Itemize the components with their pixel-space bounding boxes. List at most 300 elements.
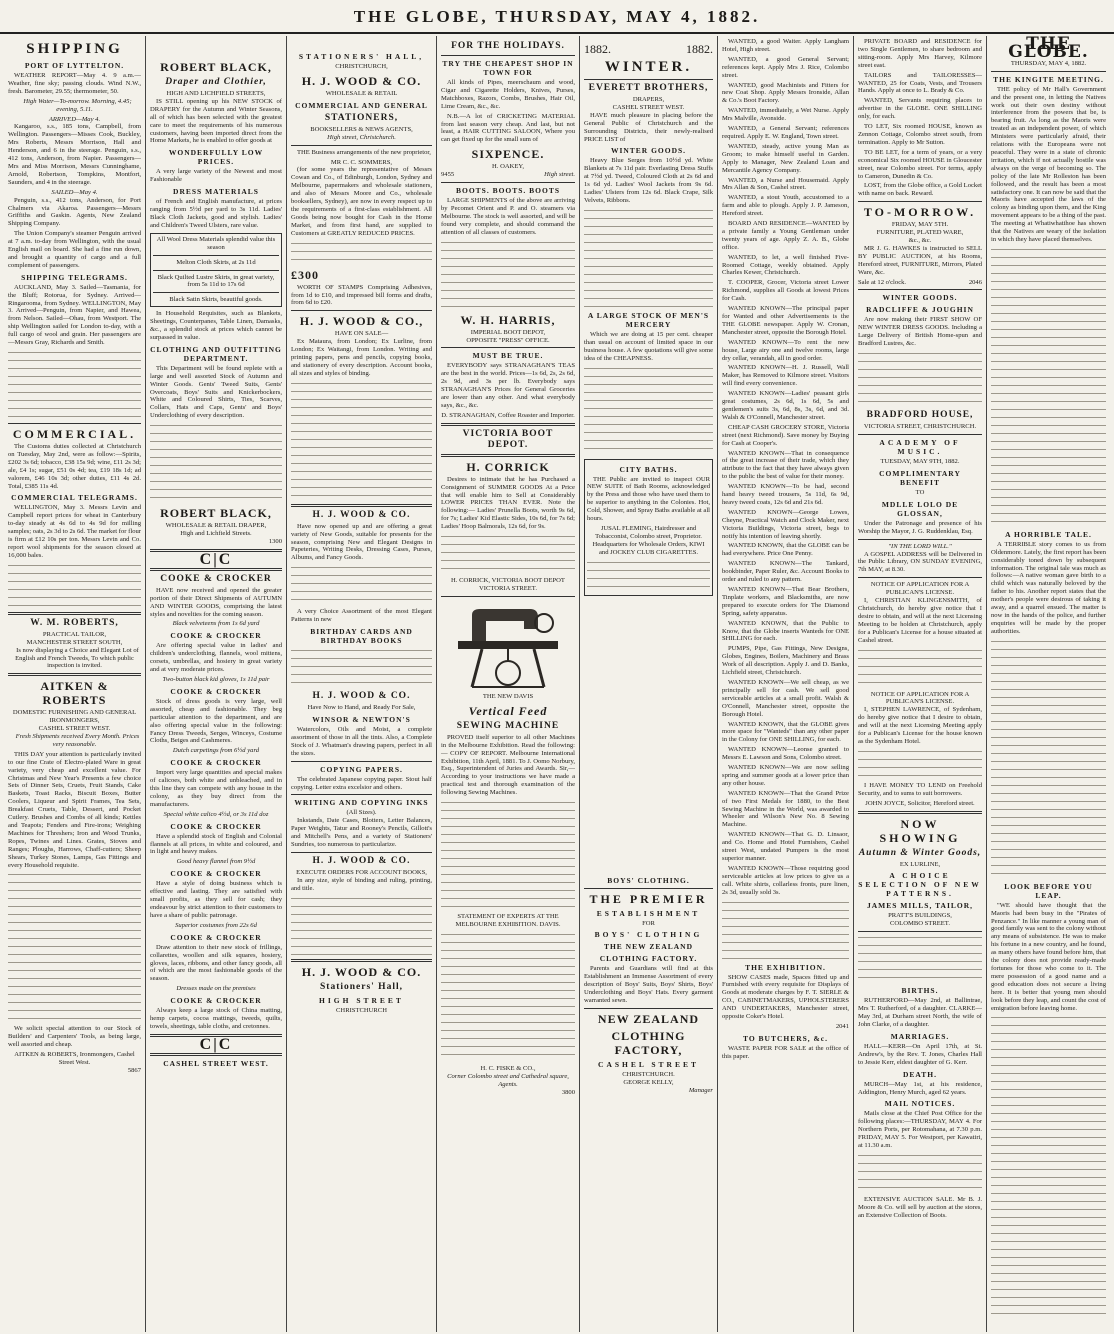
robert-black-address: HIGH AND LICHFIELD STREETS, (166, 90, 266, 97)
sale-ref: 2046 (968, 278, 982, 286)
the-globe-title: THE GLOBE. (1008, 36, 1089, 62)
sommers-name: MR C. C. SOMMERS, (330, 158, 393, 166)
vertical-feed: Vertical Feed (468, 703, 548, 718)
choice-selection: A CHOICE SELECTION OF NEW PATTERNS. (858, 871, 982, 899)
horrible-heading: A HORRIBLE TALE. (1005, 529, 1092, 539)
penguin-text: The Union Company's steamer Penguin arrived at 7 a.m. to-day from Wellington, with the usual English mail on board. She had a fine run down, and brought a quantity of cargo and a full complement of passengers. (8, 230, 141, 269)
horrible-filler (991, 639, 1106, 879)
cc-text: Always keep a large stock of China matting, hemp carpets, cocoa mattings, tweeds, quilts, towels, sheetings, table cloths, and cretonnes. (150, 1007, 282, 1030)
divider (991, 71, 1106, 72)
price-box (150, 233, 282, 307)
everett-brothers: EVERETT BROTHERS, (588, 83, 709, 93)
waste-paper-ad: WASTE PAPER FOR SALE at the office of this paper. (722, 1044, 849, 1060)
arrived-text: Kangaroo, s.s., 185 tons, Campbell, from Wellington. Passengers—Misses Cook, Buckley, Mrs Roberts, Messrs Morrison, Hall and Henderson, and 6 in the steerage. Penguin, s.s., 412 tons, Anderson, from Napier. Passengers—Mrs and Miss Morrison, Messrs Cunninghame, Arnold, Robertson, Tompkins, Montfort, Saunders, and 4 in the steerage. (8, 123, 141, 186)
wanted-ad: WANTED, Servants requiring places to advertise in the GLOBE. ONE SHILLING only, for each. (858, 97, 982, 121)
cc-text: Stock of dress goods is very large, well assorted, cheap and fashionable. They beg particular attention to the department, and are also offering special value in the following: Fancy Dress Tweeds, Serges, Winceys, Costume Cloths, Beiges and Cashmeres. (150, 697, 282, 745)
sailed-text: Penguin, s.s., 412 tons, Anderson, for Port Chalmers via Akaroa. Passengers—Messrs Griffiths and Gaskin. Agents, New Zealand Shipping Company. (8, 196, 141, 228)
birthday-filler (291, 648, 432, 688)
mail-heading: MAIL NOTICES. (884, 1099, 956, 1109)
dress-materials: DRESS MATERIALS (173, 187, 259, 197)
wanted-ad: WANTED, a good Waiter. Apply Langham Hotel, High street. (722, 38, 849, 53)
kingite-text: THE policy of Mr Hall's Government and the present one, in letting the Natives work out their own destiny without interference from the powers that be, is bearing fruit. As long as the Maoris were treated as an independent power, of which Ministers were particularly afraid, their relations with the Europeans were not peaceful. They were in a state of chronic irritation, which if not actually hostile was always on the verge of becoming so. The policy of the late Mr Rolleston has been followed, and the result has been a most satisfactory one. It can now be said that the Maoris have accepted the laws of the colony as binding upon them, and the King movement appears to be a thing of the past. The meeting at Whatiwhatihoe has shown that the Natives are weary of the isolation in which they have placed themselves. (991, 85, 1106, 243)
notice-filler (858, 749, 982, 779)
divider (441, 596, 575, 597)
sommers-text: (for some years the representative of Messrs Cowan and Co., of Edinburgh, London, Sydney and Melbourne, papermakers and wholesale stationers, and also of Messrs Moore and Co., wholesale booksellers, Sydney), are now in every respect up to the requirements of a first-class establishment. All Goods being now bought for Cash in the Home Market, and from first hand, are supplied to Customers at GREATLY REDUCED PRICES. (291, 166, 432, 237)
auction-text: MR J. G. HAWKES is instructed to SELL BY PUBLIC AUCTION, at his Rooms, Hereford street, FURNITURE, Mirrors, Plated Ware, &c. (858, 244, 982, 276)
roberts-address: MANCHESTER STREET SOUTH, (26, 638, 123, 646)
must-be-true: MUST BE TRUE. (472, 351, 544, 361)
cc-text: Are offering special value in ladies' and children's underclothing, flannels, wool mittens, corsets, umbrellas, and hosiery in great variety and at very moderate prices. (150, 642, 282, 674)
editorial-date: THURSDAY, MAY 4, 1882. (1010, 59, 1087, 67)
tailors-ad: TAILORS and TAILORESSES—WANTED, 25 for Coats, Vests, and Trousers Hands. Apply at once to L. Brady & Co. (858, 71, 982, 95)
arrived-heading: ARRIVED—May 4. (48, 115, 101, 123)
clothing-list-filler (150, 423, 282, 503)
wood4-text: Have Now to Hand, and Ready For Sale, (307, 704, 416, 712)
price-line: Black Quilted Lustre Skirts, in great variety, from 5s 11d to 17s 6d (157, 273, 275, 289)
corrick-sign: H. CORRICK, VICTORIA BOOT DEPOT VICTORIA STREET. (451, 577, 565, 592)
oakey-address: High street. (544, 171, 575, 179)
masthead-title: THE GLOBE, THURSDAY, MAY 4, 1882. (353, 7, 761, 26)
execute-orders: EXECUTE ORDERS FOR ACCOUNT BOOKS, (296, 868, 427, 876)
cc-price: Dresses made on the premises (176, 985, 256, 993)
wanted-filler (722, 900, 849, 960)
divider (441, 423, 575, 426)
aitken-address: CASHEL STREET WEST. (38, 725, 111, 733)
wanted-known-ad: WANTED KNOWN—The principal paper for Wanted and other Advertisements is the THE GLOBE newspaper. Apply W. Cronan, Manchester street, opposite the Borough Hotel. (722, 305, 849, 336)
corrick-text: Desires to intimate that he has Purchased a Consignment of SUMMER GOODS At a Price that will enable him to Sell at Considerably LOWER PRICES THAN EVER. Note the following:— Ladies' Prunella Boots, worth 9s 6d, for 7s; Ladies' Kid Elastic Sides, 10s 6d, for 7s 6d; Ladies' Hoop Balmorals, 12s 6d, for 9s. (441, 475, 575, 531)
radcliffe-text: Are now making their FIRST SHOW OF NEW WINTER DRESS GOODS. Including a Large Delivery of British Home-spun and Bradford Lustres, &c. (858, 316, 982, 348)
cc-price: Special white calico 4½d, or 3s 11d doz (163, 810, 269, 818)
winter-year-row (584, 42, 713, 56)
commercial-general: COMMERCIAL AND GENERAL (295, 100, 428, 110)
winter-title: WINTER. (604, 59, 693, 75)
stationers-hall-2: Stationers' Hall, (320, 981, 403, 992)
private-board-ad: PRIVATE BOARD and RESIDENCE for two Single Gentlemen, to share bedroom and sitting-room. Apply Mrs Harvey, Kilmore street east. (858, 38, 982, 69)
cc-heading: COOKE & CROCKER (170, 686, 262, 696)
cc-heading: COOKE & CROCKER (170, 631, 262, 641)
copying-text: The celebrated Japanese copying paper. Stout half copying. Letter extra excelsior and others. (291, 775, 432, 791)
aitken-name: AITKEN & ROBERTS (40, 679, 109, 708)
patronage-text: Under the Patronage and presence of his Worship the Mayor, J. G. Ruddenklau, Esq. (858, 519, 982, 535)
cc-price: Dutch carpetings from 6½d yard (172, 747, 260, 755)
sewing-machine-illustration (452, 601, 564, 689)
divider (441, 55, 575, 56)
new-zealand-2: NEW ZEALAND (597, 1012, 700, 1026)
pratts-buildings: PRATT'S BUILDINGS, (888, 912, 952, 920)
corrick-filler (441, 534, 575, 574)
report-filler (441, 800, 575, 910)
cc-price: Good heavy flannel from 9½d (176, 858, 256, 866)
shipping-telegrams-heading: SHIPPING TELEGRAMS. (21, 272, 128, 282)
kingite-filler (991, 247, 1106, 527)
shipping-title: SHIPPING (26, 41, 123, 57)
stationers-hall: STATIONERS' HALL, (298, 52, 425, 61)
divider (150, 1053, 282, 1056)
divider (291, 959, 432, 962)
city-baths-box (584, 459, 713, 596)
wanted-known-ad: WANTED KNOWN—We are now selling spring and summer goods at a lower price than any other house. (722, 764, 849, 787)
birthday-cards: BIRTHDAY CARDS AND BIRTHDAY BOOKS (310, 627, 413, 646)
oakey-ref: 9455 (441, 171, 455, 179)
city-baths: CITY BATHS. (619, 464, 678, 474)
boots-heading: BOOTS. BOOTS. BOOTS (455, 186, 561, 196)
clothing-text: This Department will be found replete with a large and well assorted Stock of Autumn and Winter Goods. Gents' Tweed Suits, Gents' Overcoats, Boys' Suits and Knickerbockers, White and Coloured Shirts, Ties, Scarves, Collars, Hats and Caps, Gents' and Boys' Underclothing of every description. (150, 364, 282, 420)
wanted-ad: WANTED, a Nurse and Housemaid. Apply Mrs Allan & Son, Cashel street. (722, 176, 849, 192)
harris-name: W. H. HARRIS, (460, 312, 556, 327)
notice-filler (858, 648, 982, 688)
mail-text: Mails close at the Chief Post Office for the following places:—THURSDAY, MAY 4. For Northern Ports, per Rotomahana, at 7.30 p.m. FRIDAY, MAY 5. For Westport, per Kawatiri, at 11.30 a.m. (858, 1110, 982, 1150)
column-notices (854, 36, 987, 1332)
sale-list-filler (291, 381, 432, 501)
try-cheapest: TRY THE CHEAPEST SHOP IN TOWN FOR (442, 59, 574, 77)
wanted-ad: WANTED, steady, active young Man as Groom; to make himself useful in Garden. Apply to Manager, New Zealand Loan and Mercantile Agency Company. (722, 142, 849, 174)
sewing-machine: SEWING MACHINE (456, 720, 560, 731)
wood3-filler (291, 565, 432, 605)
establishment: ESTABLISHMENT (596, 908, 701, 918)
wood-title-6: H. J. WOOD & CO. (301, 964, 422, 979)
horrible-text: A TERRIBLE story comes to us from Oldenmore. Lately, the first report has been considerably toned down by subsequent information. The original tale was much as follows:—A native woman gave birth to a child which was naturally beloved by the father to his. Another report states that the mother's people were desirous of taking it away, and a quarrel ensued. The matter is now in the hands of the police, and further enquiries will be made by the proper authorities. (991, 540, 1106, 635)
clothing-department: CLOTHING AND OUTFITTING DEPARTMENT. (150, 344, 282, 363)
have-on-sale-text: Ex Mataura, from London; Ex Lurline, from London; Ex Waitangi, from London. Writing and printing papers, pens and pencils, copying books, and stationery of every description. Account books, all sizes and styles of binding. (291, 338, 432, 377)
winter-goods: WINTER GOODS. (610, 146, 687, 156)
holidays-title: FOR THE HOLIDAYS. (451, 41, 565, 51)
note-text: N.B.—A lot of CRICKETING MATERIAL from last season very cheap. And last, but not least, a HAIR CUTTING SALOON, Where you can get fixed up for the small sum of (441, 112, 575, 144)
births-text: RUTHERFORD—May 2nd, at Ballintrae, Mrs T. Rutherford, of a daughter. CLARKE—May 3rd, at Durham street North, the wife of John Clarke, of a daughter. (858, 997, 982, 1028)
show-cases-ad: SHOW CASES made, Spaces fitted up and Furnished with every requisite for Displays of Goods at moderate charges by F. T. SIERLE & CO., CABINETMAKERS, UPHOLSTERERS AND UNDERTAKERS, Manchester street, opposite Coker's Hotel. (722, 973, 849, 1021)
stamps-text: WORTH OF STAMPS Comprising Adhesives, from 1d to £10, and impressed bill forms and drafts, from 6d to £20. (291, 283, 432, 307)
divider (858, 539, 982, 540)
winter-year: 1882. (584, 42, 611, 56)
now-showing: NOW SHOWING (879, 816, 961, 845)
factory-text: Parents and Guardians will find at this Establishment an Immense Assortment of every description of Boys' Suits, Boys' Shirts, Boys' Underclothing and Boys' Hats. Every garment warranted sewn. (584, 965, 713, 1005)
oakey-name: H. OAKEY, (492, 163, 524, 171)
commercial-text: The Customs duties collected at Christchurch on Tuesday, May 2nd, were as follow:—Spirits, £202 3s 6d; tobacco, £38 15s 9d; wine, £11 2s 3d; ale, £4 1s; sugar, £51 0s 4d; tea, £19 18s 1d; ad valorem, £46 10s 3d; other duties, £11 4s 2d. Total, £385 11s 4d. (8, 443, 141, 490)
boys-clothing-heading: BOYS' CLOTHING. (607, 875, 690, 885)
academy-of-music: ACADEMY OF MUSIC. (879, 438, 961, 456)
cashel-street-west: CASHEL STREET WEST. (163, 1058, 269, 1068)
winter-goods: WINTER GOODS. (882, 293, 958, 303)
divider (8, 423, 141, 424)
roberts-name: W. M. ROBERTS, (30, 617, 119, 628)
auction-notice: EXTENSIVE AUCTION SALE. Mr B. J. Moore & Co. will sell by auction at the stores, an Extensive Collection of Boots. (858, 1195, 982, 1219)
wanted-known-ad: WANTED KNOWN—To be had, second hand heavy tweed trousers, 5s 11d, 6s 9d, heavy tweed coats, 12s 6d and 21s 6d. (722, 483, 849, 506)
fiske-name: H. C. FISKE & CO., (480, 1064, 536, 1072)
wanted-ad: WANTED, good Machinists and Fitters for new Coat Shop. Apply Messrs Ironside, Allan & Co.'s Boot Factory. (722, 81, 849, 105)
mercery-text: Which we are doing at 15 per cent. cheaper than usual on account of limited space in our business house. A few quotations will give some idea of the CHEAPNESS. (584, 330, 713, 362)
james-mills: JAMES MILLS, TAILOR, (867, 901, 973, 911)
divider (8, 612, 141, 615)
wanted-known-ad: WANTED KNOWN—Leonse granted to Messrs E. Lawson and Sons, Colombo street. (722, 746, 849, 762)
price-line: Melton Cloth Skirts, at 2s 11d (176, 258, 256, 266)
sale-time: Sale at 12 o'clock. (858, 278, 907, 286)
robert-black-trade: WHOLESALE & RETAIL DRAPER, (165, 522, 267, 530)
baths-sign: JUSAL FLEMING, Hairdresser and Tobacconist, Colombo street, Proprietor. Headquarters for Wholesale Orders, KIWI and JOCKEY CLUB CIGARETTES. (592, 524, 705, 556)
aitken-trade: DOMESTIC FURNISHING AND GENERAL IRONMONGERS, (12, 709, 137, 725)
have-on-sale: HAVE ON SALE— (334, 330, 389, 338)
wood3-text2: A very Choice Assortment of the most Elegant Patterns in new (291, 608, 432, 624)
wanted-ad: WANTED, a General Servant; references required. Apply E. W. England, Town street. (722, 125, 849, 140)
notice-text: I, CHRISTIAN KLINGENSMITH, of Christchurch, do hereby give notice that I desire to obtain, and will at the next Licensing Meeting to be holden at Christchurch, apply for a Publican's License for a house situated at Cashel street. (858, 597, 982, 644)
to: TO (915, 488, 925, 496)
cooke-intro: HAVE now received and opened the greater portion of their Direct Shipments of AUTUMN AND WINTER GOODS, comprising the latest styles and novelties for the coming season. (150, 586, 282, 618)
complimentary-benefit: COMPLIMENTARY BENEFIT (879, 468, 961, 487)
port-heading: PORT OF LYTTELTON. (24, 61, 125, 70)
aitken-text: THIS DAY your attention is particularly invited to our fine Crate of Electro-plated Ware in great variety, very cheap and excellent value. For Christmas and New Year's Presents a few choice Sets of Dinner Sets, Cruets, Fruit Stands, Cake Baskets, Toast Racks, Biscuit Boxes, Butter Coolers, Liqueur and Spirit Frames, Tea Sets, Breakfast Cruets, Table, Dessert, and Pocket Cutlery. Brushes and Combs of all kinds; Kettles and Teapots; Fenders and Fire-irons; Weighing Machines for Threshers; Iron and Wood Trunks, Ropes, Twines and Lines. Grates, Stoves and Ranges; Ploughs, Harrows, Chaff-cutters; Sheep Shears, Turkey Stones, Lamps, Gas Fittings and every Household requisite. (8, 750, 141, 869)
high-street-address: High street, Christchurch. (327, 133, 396, 141)
cc-text: Draw attention to their new stock of frillings, collarettes, woollen and silk squares, hosiery, gloves, laces, ribbons, and other fancy goods, all of which are the most fashionable goods of the season. (150, 943, 282, 983)
divider (153, 292, 279, 293)
commercial-telegrams-text: WELLINGTON, May 3. Messrs Levin and Campbell report prices for wheat in Canterbury to-day steady at 4s 6d to 4s 9d for milling samples; oats, 2s 3d to 2s 6d. The market for flour is firm at £12 10s per ton. Messrs Levin and Co. report wool shipments for the season closed at 16,000 bales. (8, 504, 141, 559)
roberts-text: Is now displaying a Choice and Elegant Lot of English and French Tweeds, To which public inspection is invited. (15, 646, 139, 670)
inkstands-text: Inkstands, Date Cases, Blotters, Letter Balances, Paper Weights, Tatur and Rooney's Pencils, Gillott's and Mitchell's Pens, and a variety of Stationers' Sundries, too numerous to particularize. (291, 817, 432, 849)
cc-text: Have a style of doing business which is effective and lasting. They are satisfied with small profits, as they sell for cash; they endeavour by strict attention to their customers to have a share of public patronage. (150, 880, 282, 919)
divider (858, 577, 982, 578)
mens-mercery: A LARGE STOCK OF MEN'S MERCERY (587, 310, 710, 329)
commercial-title: COMMERCIAL. (12, 427, 137, 441)
cc-heading: COOKE & CROCKER (170, 932, 262, 942)
exhibition-heading: THE EXHIBITION. (745, 962, 826, 972)
robert-black-address-2: High and Lichfield Streets. (180, 530, 252, 538)
stranaghan-sign: D. STRANAGHAN, Coffee Roaster and Importer. (441, 411, 575, 419)
column-shipping (4, 36, 146, 1332)
column-robert-black (146, 36, 287, 1332)
roberts-trade: PRACTICAL TAILOR, (42, 630, 107, 638)
manager: Manager (688, 1086, 713, 1094)
divider (584, 1008, 713, 1009)
friday-date: FRIDAY, MAY 5TH. (891, 221, 949, 229)
baths-filler (587, 560, 710, 590)
try-text: All kinds of Pipes, meerschaum and wood, Cigar and Cigarette Holders, Knives, Purses, Matchboxes, Razors, Combs, Brushes, Hair Oil, Lime Cream, &c., &c. (441, 79, 575, 110)
robert-black-text2: A very large variety of the Newest and most Fashionable (150, 168, 282, 184)
column-wanted (718, 36, 854, 1332)
look-text: "WE should have thought that the Maoris had been busy in the "Pirates of Penzance." In like manner a young man of good family was sent to the colony without any means of subsistence. He was to make his fortune in a new country, and he found, as many others have found before him, that the colony does not provide ready-made fortunes for those who come to it. The mere possession of a good name and a good education does not secure a living here. It is better that young men should look before they leap, and count the cost of emigration before leaving home. (991, 901, 1106, 1012)
cc-heading: COOKE & CROCKER (170, 869, 262, 879)
all-sizes: (All Sizes). (346, 809, 377, 817)
divider (291, 504, 432, 507)
booksellers: BOOKSELLERS & NEWS AGENTS, (310, 125, 413, 133)
wanted-known-ad: WANTED KNOWN—That G. D. Linsaor, and Co. Home and Hotel Furnishers, Cashel street West, undated Pumpers is the most superior manner. (722, 831, 849, 862)
to-let-ad: TO LET, Six roomed HOUSE, known as Zennon Cottage, Colombo street south, from termination. Apply to Mr Sutton. (858, 123, 982, 146)
robert-black-ref: 1300 (268, 538, 282, 545)
radcliffe-joughin: RADCLIFFE & JOUGHIN (866, 305, 974, 315)
wanted-known-ad: WANTED KNOWN—Those requiring good serviceable articles at low prices to give us a call. White shirts, collarless fronts, pure linen, 2s 3d, usually sold 3s. (722, 864, 849, 896)
divider (291, 794, 432, 795)
household-text: In Household Requisites, such as Blankets, Sheetings, Counterpanes, Table Linen, Damasks, &c., a splendid stock at prices which cannot be surpassed in value. (150, 310, 282, 341)
look-filler (991, 1015, 1106, 1315)
everett-address: CASHEL STREET WEST. (612, 103, 685, 111)
baths-text: THE Public are invited to inspect OUR NEW SUITE of Bath Rooms, acknowledged by the Press and those who have used them to be superior to anything in the Colonies. Hot, Cold, Shower, and Spray Baths available at all hours. (587, 475, 710, 523)
wanted-known-ad: WANTED KNOWN—That the Grand Prize of two First Medals for 1880, to the Best Sewing Machine in the World, was awarded to Wheeler and Wilson's New No. 8 Sewing Machine. (722, 789, 849, 829)
winsor-text: Watercolors, Oils and Moist, a complete assortment of those in all the tints. Also, a Complete Stock of J. Whatman's drawing papers, perfect in all the sizes. (291, 726, 432, 757)
wanted-known-ad: WANTED KNOWN, that the GLOBE gives more space for "Wanteds" than any other paper in the Colony for ONE SHILLING, for each. (722, 720, 849, 744)
sailed-heading: SAILED—May 4. (51, 188, 98, 196)
cc-text: Import very large quantities and special makes of calicoes, both white and unbleached, and in this line they can compete with any house in the colony, as they buy direct from the manufacturers. (150, 769, 282, 808)
shipping-news-filler (8, 350, 141, 420)
cheap-cash-ad: CHEAP CASH GROCERY STORE, Victoria street (next Richmond). Save money by Buying for Cash at Cooper's. (722, 423, 849, 447)
wood-title-2: H. J. WOOD & CO., (299, 314, 424, 329)
wood-title: H. J. WOOD & CO. (301, 73, 422, 88)
bradford-address: VICTORIA STREET, CHRISTCHURCH. (863, 423, 977, 431)
divider (291, 852, 432, 853)
divider (153, 255, 279, 256)
oakey-footer (441, 171, 575, 179)
column-holidays (437, 36, 580, 1332)
academy-date: TUESDAY, MAY 9TH, 1882. (880, 458, 960, 465)
wanted-ad: WANTED, to let, a well finished Five-Roomed Cottage, weekly obtained. Apply Charles Kewer, Christchurch. (722, 253, 849, 277)
notice-heading: NOTICE OF APPLICATION FOR A PUBLICAN'S LICENSE. (870, 581, 970, 597)
wanted-known-ad: WANTED KNOWN—That Bear Brothers, Tinplate workers, and Blacksmiths, are now prepared to execute orders for The Diamond Spring, safety apparatus. (722, 586, 849, 617)
price-line: All Wool Dress Materials splendid value this season (156, 235, 276, 251)
christchurch: CHRISTCHURCH. (622, 1071, 675, 1078)
draper-clothier: Draper and Clothier, (165, 77, 267, 87)
must-text: EVERYBODY says STRANAGHAN'S TEAS are the best in the world. Prices—1s 6d, 2s, 2s 6d, 2s 9d, and 3s per lb. Everybody says STRANAGHAN'S Prices for General Groceries are lower than any other. And what everybody says, &c., &c. (441, 362, 575, 409)
harris-address: OPPOSITE "PRESS" OFFICE. (466, 336, 550, 344)
fiske-ref: 3800 (561, 1088, 575, 1096)
velveteens: Black velveteens from 1s 6d yard (172, 620, 260, 628)
cashel-street: CASHEL STREET (598, 1060, 699, 1069)
wood-title-5: H. J. WOOD & CO. (312, 855, 411, 866)
davis-text: PROVED itself superior to all other Machines in the Melbourne Exhibition. Read the following:— COPY OF REPORT. Melbourne International Exhibition, 11th April, 1881. To J. Oomo Norbury, Esq., Superintendent of Juries and Awards. Sir,—According to your instructions we have made a practical test and thorough examination of the following Sewing Machines. (441, 733, 575, 797)
furniture-heading: FURNITURE, PLATED WARE, (876, 229, 964, 237)
divider (858, 811, 982, 814)
divider (441, 347, 575, 348)
wood-title-3: H. J. WOOD & CO. (312, 509, 411, 520)
column-editorial (987, 36, 1110, 1332)
copying-papers: COPYING PAPERS. (320, 764, 403, 774)
notice-heading: NOTICE OF APPLICATION FOR A PUBLICAN'S LICENSE. (870, 690, 970, 706)
wanted-ad: WANTED, a good General Servant; references kept. Apply Mrs J. Rice, Colombo street. (722, 55, 849, 79)
divider (291, 145, 432, 146)
divider (441, 182, 575, 183)
fiske-address: Corner Colombo street and Cathedral square, Agents. (447, 1072, 569, 1088)
boys-clothing: BOYS' CLOTHING (594, 930, 703, 940)
sale-row (858, 279, 982, 287)
mail-filler (858, 1153, 982, 1193)
joyce-sign: JOHN JOYCE, Solicitor, Hereford street. (865, 799, 975, 807)
wanted-known-ad: WANTED KNOWN—We sell cheap, as we principally sell for cash. We sell good serviceable articles at a small profit. Walsh & O'Connell, Manchester street, opposite the Borough Hotel. (722, 678, 849, 718)
cooke-crocker-title: COOKE & CROCKER (160, 573, 272, 584)
divider (291, 761, 432, 762)
wanted-known-ad: WANTED KNOWN—That in consequence of the great increase of their trade, which they attribute to the fact that they have always given to the public the best of value for their money. (722, 449, 849, 481)
commercial-filler (8, 563, 141, 609)
cc-price: Two-button black kid gloves, 1s 11d pair (162, 675, 270, 683)
lost-ad: LOST, from the Globe office, a Gold Locket with name on back. Reward. (858, 182, 982, 198)
sixpence: SIXPENCE. (471, 147, 545, 162)
george-kelly: GEORGE KELLY, (623, 1078, 674, 1086)
divider (858, 201, 982, 202)
wanted-known-ad: WANTED KNOWN—To rent the new house, Large airy one and twelve rooms, large dry cellar, verandah, all in good order. (722, 338, 849, 362)
execute-text: In any size, style of binding and ruling, printing, and title. (291, 876, 432, 892)
statement-heading: STATEMENT OF EXPERTS AT THE MELBOURNE EXHIBITION. DAVIS. (455, 913, 561, 928)
cc-heading: COOKE & CROCKER (170, 996, 262, 1006)
gospel-text: A GOSPEL ADDRESS will be Delivered in the Public Library, ON SUNDAY EVENING, 7th MAY, at 8.30. (858, 550, 982, 574)
notice-text: I, STEPHEN LAWRENCE, of Sydenham, do hereby give notice that I desire to obtain, and will at the next Licensing Meeting apply for a Publican's License for the house known as the Sydenham Hotel. (858, 706, 982, 745)
robert-black-title-2: ROBERT BLACK, (160, 506, 272, 521)
colombo-street: COLOMBO STREET. (890, 920, 950, 928)
wanted-known-ad: WANTED KNOWN, that the Public to Know, that the Globe inserts Wanteds for ONE SHILLING for each. (722, 619, 849, 643)
board-ad: BOARD AND RESIDENCE—WANTED by a private family a Young Gentleman under twenty years of age. Apply Z. A. B., Globe office. (722, 220, 849, 251)
divider (584, 79, 713, 80)
clothing-factory-2: CLOTHING FACTORY, (611, 1029, 686, 1057)
wanted-known-ad: WANTED KNOWN—Ladies' peasant girls great costumes, 2s 6d, 1s 6d, 5s and gentlemen's suits 3s, 6d, 8s, 3s, 6d, and 3d. Walsh & O'Connell, Manchester street. (722, 390, 849, 421)
marriages-heading: MARRIAGES. (890, 1031, 950, 1041)
wanted-known-ad: WANTED KNOWN, that the GLOBE can be had everywhere. Price One Penny. (722, 542, 849, 558)
divider (858, 289, 982, 290)
kingite-heading: THE KINGITE MEETING. (993, 74, 1104, 84)
money-to-lend: I HAVE MONEY TO LEND on Freehold Security, and to sums to suit borrowers. (858, 781, 982, 797)
mdlle-name: MDLLE LOLO DE GLOSSAN, (881, 499, 959, 518)
newspaper-page (4, 36, 1110, 1332)
wholesale-retail: WHOLESALE & RETAIL (325, 89, 398, 97)
aitken-ref: 5867 (127, 1066, 141, 1074)
death-text: MURCH—May 1st, at his residence, Addington, Henry Murch, aged 62 years. (858, 1080, 982, 1096)
cc-text: Have a splendid stock of English and Colonial flannels at all prices, in white and coloured, and in light and heavy makes. (150, 832, 282, 856)
execute-filler (291, 896, 432, 956)
bradford-house: BRADFORD HOUSE, (866, 410, 974, 421)
wonderfully-low-prices: WONDERFULLY LOW PRICES. (168, 148, 264, 167)
wood3-text: Have now opened up and are offering a great variety of New Goods, suitable for presents for the season, comprising New and Elegant Designs in Papeteries, Writing Desks, Dressing Cases, Purses, Albums, and Fancy Goods. (291, 522, 432, 562)
premier: THE PREMIER (589, 891, 708, 906)
divider (441, 454, 575, 457)
stationers-title: STATIONERS, (324, 112, 399, 123)
everett-text: HAVE much pleasure in placing before the General Public of Christchurch and the Surrounding Districts, their newly-realised PRICE LIST of (584, 111, 713, 143)
victoria-boot-depot: VICTORIA BOOT DEPOT. (462, 428, 554, 450)
radcliffe-filler (858, 351, 982, 407)
christchurch: CHRISTCHURCH, (335, 63, 388, 70)
wanted-known-ad: WANTED KNOWN—H. J. Russell, Wall Maker, has Removed to Kilmore street. Visitors will find every convenience. (722, 364, 849, 388)
commercial-telegrams-heading: COMMERCIAL TELEGRAMS. (11, 493, 138, 503)
divider (291, 310, 432, 311)
robert-black-intro: IS STILL opening up his NEW STOCK of DRAPERY for the Autumn and Winter Seasons, all of which has been selected with the greatest care to meet the requirements of his numerous customers, having been imported direct from the Home Markets, he is enabled to offer goods at (150, 97, 282, 145)
new-davis: THE NEW DAVIS (482, 692, 534, 700)
divider (8, 673, 141, 676)
divider (858, 931, 982, 932)
cc-heading: COOKE & CROCKER (170, 758, 262, 768)
column-winter (580, 36, 718, 1332)
to-let-ad: TO BE LET, for a term of years, or a very economical Six roomed HOUSE in Gloucester street, near Colombo street. For terms, apply to Cameron, Dunedin & Co. (858, 148, 982, 180)
aitken-closing: We solicit special attention to our Stock of Builders' and Carpenters' Tools, as being large, well assorted and cheap. (8, 1025, 141, 1049)
writing-inks: WRITING AND COPYING INKS (294, 798, 429, 808)
wanted-ad: WANTED, a stout Youth, accustomed to a farm and able to plough. Apply J. P. Jameson, Hereford street. (722, 194, 849, 218)
butchers-heading: TO BUTCHERS, &c. (742, 1033, 829, 1043)
robert-black-title: ROBERT BLACK, (160, 60, 272, 74)
everett-drapers: DRAPERS, (632, 96, 665, 103)
stamps-amount: £300 (291, 267, 319, 282)
divider (153, 270, 279, 271)
marriages-text: HALL—KERR—On April 17th, at St. Andrew's, by the Rev. T. Jones, Charles Hall to Jessie Kerr, eldest daughter of G. Kerr. (858, 1042, 982, 1066)
mercery-price-list-filler (584, 366, 713, 456)
masthead (0, 0, 1114, 34)
shipping-telegrams-text: AUCKLAND, May 3. Sailed—Tasmania, for the Bluff; Rotorua, for Sydney. Arrived—Ringarooma, from Sydney. WELLINGTON, May 3. Arrived—Penguin, from Napier, and Hawea, from Nelson. Sailed—Ohau, from Westport. The ship Wellington sailed for London to-day, with a full cargo of wool and grain. Her passengers are—Messrs Gray, Richards and Smith. (8, 283, 141, 347)
high-street: HIGH STREET (319, 995, 404, 1005)
wood-title-4: H. J. WOOD & CO. (312, 691, 411, 702)
aitken-fresh: Fresh Shipments received Every Month. Prices very reasonable. (15, 733, 140, 748)
wanted-known-ad: WANTED KNOWN—George Lowes, Cheyne, Practical Watch and Clock Maker, next Victoria Buildings, Victoria street, begs to notify his intention of leaving shortly. (722, 508, 849, 540)
clothing-factory: CLOTHING FACTORY. (599, 954, 698, 964)
new-zealand: THE NEW ZEALAND (603, 942, 694, 952)
divider (584, 888, 713, 889)
show-ref: 2041 (835, 1022, 849, 1030)
cooke-crocker-monogram: C|C (199, 1035, 233, 1053)
in-the-lord: "IN THE LORD WILL." (888, 542, 952, 550)
cooke-crocker-monogram: C|C (199, 550, 233, 568)
look-heading: LOOK BEFORE YOU LEAP. (1004, 881, 1093, 900)
ex-lurline: EX LURLINE, (899, 860, 941, 868)
death-heading: DEATH. (903, 1069, 937, 1079)
weather-report: WEATHER REPORT—May 4. 9 a.m.—Weather, fine sky; passing clouds. Wind N.W., fresh. Barometer, 29.55; thermometer, 50. (8, 72, 141, 95)
harris-sub: IMPERIAL BOOT DEPOT, (470, 328, 546, 336)
cc-heading: COOKE & CROCKER (170, 821, 262, 831)
